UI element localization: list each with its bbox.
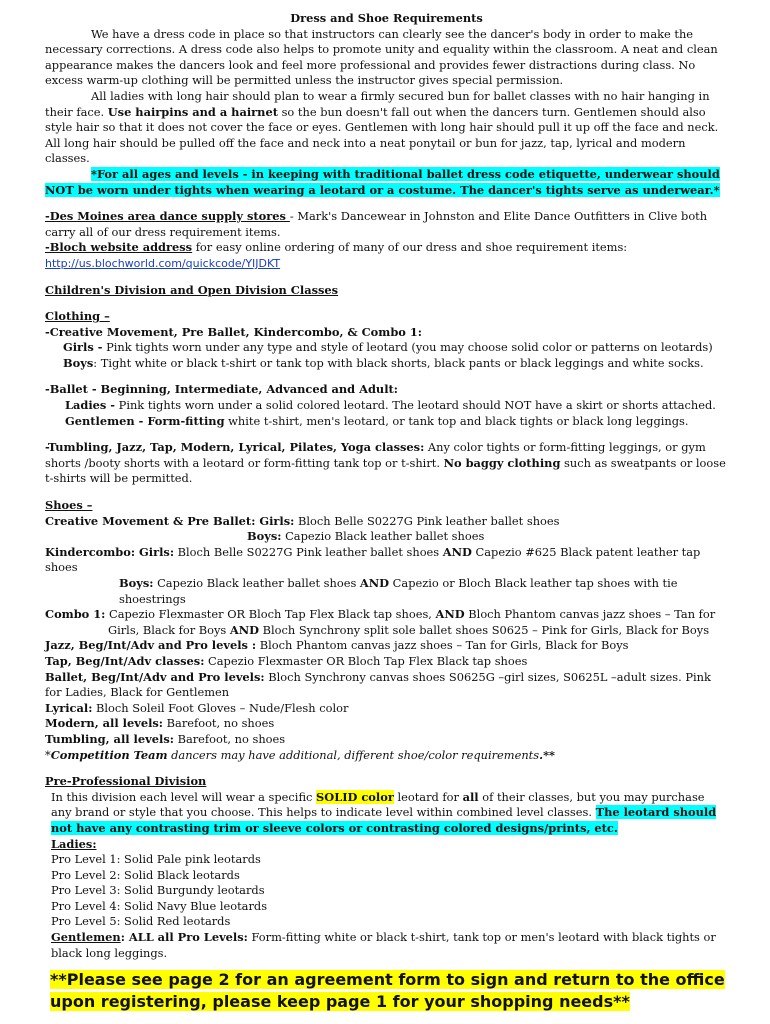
shoes-jazz: Jazz, Beg/Int/Adv and Pro levels : Bloch Phantom canvas jazz shoes – Tan for Girls, Black for Boys [45, 638, 629, 653]
shoes-lyrical: Lyrical: Bloch Soleil Foot Gloves – Nude/Flesh color [45, 700, 349, 715]
shoes-ballet: Ballet, Beg/Int/Adv and Pro levels: Bloch Synchrony canvas shoes S0625G –girl sizes, S0625L –adult sizes. Pink for Ladies, Black for Gentlemen [45, 669, 711, 700]
solid-color-highlight: SOLID color [316, 789, 394, 804]
document-page [45, 11, 728, 1013]
shoes-kindercombo: Kindercombo: Girls: Bloch Belle S0227G Pink leather ballet shoes AND Capezio #625 Black patent leather tap shoes [45, 544, 701, 575]
intro-paragraph-2: All ladies with long hair should plan to wear a firmly secured bun for ballet classes with no hair hanging in their face. Use hairpins and a hairnet so the bun doesn't fall out when the dancers turn. Gentlemen should also style hair so that it does not cover the face or eyes. Gentlemen with long hair should pull it up off the face and neck. All long hair should be pulled off the face and neck into a neat ponytail or bun for jazz, tap, lyrical and modern classes. [45, 88, 719, 166]
footer-notice: **Please see page 2 for an agreement form to sign and return to the office upon registering, please keep page 1 for your shopping needs** [50, 970, 725, 1012]
pro-level-5: Pro Level 5: Solid Red leotards [51, 914, 231, 929]
shoes-creative-boys: Boys: Capezio Black leather ballet shoes [247, 529, 485, 544]
children-heading: Children's Division and Open Division Classes [45, 282, 339, 297]
creative-girls: Girls - Pink tights worn under any type and style of leotard (you may choose solid color or patterns on leotards) [63, 340, 713, 355]
shoes-modern: Modern, all levels: Barefoot, no shoes [45, 716, 275, 731]
shoes-combo1: Combo 1: Capezio Flexmaster OR Bloch Tap Flex Black tap shoes, AND Bloch Phantom canvas jazz shoes – Tan for Girls, Black for Boys AND Bloch Synchrony split sole ballet shoes S0625 – Pink for Girls, Black for Boys [45, 607, 716, 637]
bloch-paragraph: -Bloch website address for easy online ordering of many of our dress and shoe requirement items: [45, 240, 628, 255]
shoes-competition-note: *Competition Team dancers may have additional, different shoe/color requirements.** [45, 747, 555, 762]
stores-paragraph: -Des Moines area dance supply stores - Mark's Dancewear in Johnston and Elite Dance Outfitters in Clive both carry all of our dress requirement items. [45, 209, 708, 239]
pro-paragraph: In this division each level will wear a specific SOLID color leotard for all of their classes, but you may purchase any brand or style that you choose. This helps to indicate level within combined level classes. The leotard should not have any contrasting trim or sleeve colors or contrasting colored designs/prints, etc. [51, 789, 717, 835]
leotard-notice: The leotard should not have any contrasting trim or sleeve colors or contrasting colored designs/prints, etc. [51, 805, 717, 835]
stores-label: -Des Moines area dance supply stores [45, 209, 290, 224]
pro-gentlemen: Gentlemen: ALL all Pro Levels: Form-fitting white or black t-shirt, tank top or men's leotard with black tights or black long leggings. [51, 930, 716, 960]
pro-heading: Pre-Professional Division [45, 774, 207, 789]
pro-level-2: Pro Level 2: Solid Black leotards [51, 867, 240, 882]
shoes-tap: Tap, Beg/Int/Adv classes: Capezio Flexmaster OR Bloch Tap Flex Black tap shoes [45, 653, 528, 668]
ballet-heading: -Ballet - Beginning, Intermediate, Advanced and Adult: [45, 382, 398, 397]
hairpins-emphasis: Use hairpins and a hairnet [107, 104, 278, 119]
bloch-url-link[interactable]: http://us.blochworld.com/quickcode/YIJDKT [45, 256, 281, 270]
clothing-heading: Clothing – [45, 309, 110, 324]
shoes-creative: Creative Movement & Pre Ballet: Girls: Bloch Belle S0227G Pink leather ballet shoes [45, 513, 560, 528]
ballet-ladies: Ladies - Pink tights worn under a solid colored leotard. The leotard should NOT have a skirt or shorts attached. [65, 398, 716, 413]
shoes-heading: Shoes – [45, 498, 93, 513]
pro-ladies-heading: Ladies: [51, 836, 97, 851]
page-title: Dress and Shoe Requirements [290, 11, 483, 25]
shoes-kindercombo-boys: Boys: Capezio Black leather ballet shoes AND Capezio or Bloch Black leather tap shoes with tie shoestrings [119, 576, 678, 606]
creative-heading: -Creative Movement, Pre Ballet, Kindercombo, & Combo 1: [45, 324, 422, 339]
pro-level-4: Pro Level 4: Solid Navy Blue leotards [51, 898, 268, 913]
bloch-label: -Bloch website address [45, 240, 193, 255]
intro-paragraph-1: We have a dress code in place so that instructors can clearly see the dancer's body in order to make the necessary corrections. A dress code also helps to promote unity and equality within the classroom. A neat and clean appearance makes the dancers look and feel more professional and provides fewer distractions during class. No excess warm-up clothing will be permitted unless the instructor gives special permission. [45, 26, 718, 88]
shoes-tumbling: Tumbling, all levels: Barefoot, no shoes [45, 731, 286, 746]
pro-level-1: Pro Level 1: Solid Pale pink leotards [51, 852, 261, 867]
ballet-gentlemen: Gentlemen - Form-fitting white t-shirt, men's leotard, or tank top and black tights or black long leggings. [65, 413, 689, 428]
creative-boys: Boys: Tight white or black t-shirt or tank top with black shorts, black pants or black leggings and white socks. [63, 355, 704, 370]
pro-level-3: Pro Level 3: Solid Burgundy leotards [51, 883, 265, 898]
tumbling-paragraph: -Tumbling, Jazz, Tap, Modern, Lyrical, Pilates, Yoga classes: Any color tights or form-fitting leggings, or gym shorts /booty shorts with a leotard or form-fitting tank top or t-shirt. No baggy clothing such as sweatpants or loose t-shirts will be permitted. [45, 440, 726, 486]
underwear-notice: *For all ages and levels - in keeping with traditional ballet dress code etiquette, underwear should NOT be worn under tights when wearing a leotard or a costume. The dancer's tights serve as underwear.* [45, 166, 720, 197]
